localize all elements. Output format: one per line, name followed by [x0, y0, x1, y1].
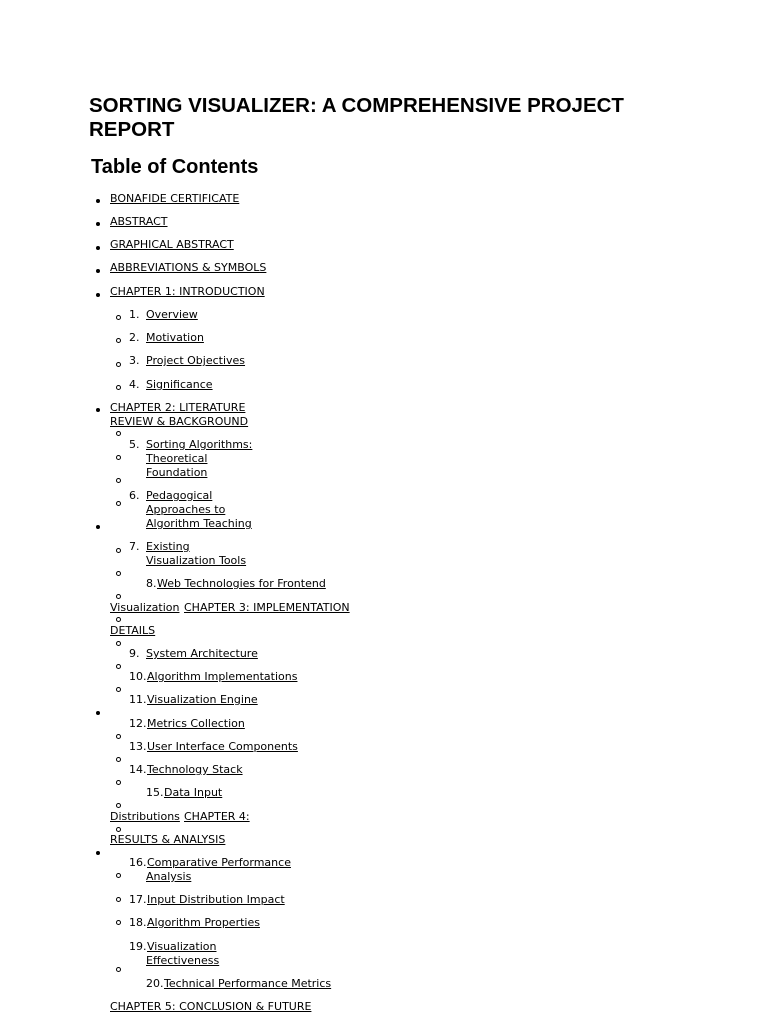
section-number: 10. [129, 670, 147, 683]
toc-heading: Table of Contents [91, 156, 259, 178]
toc-link-project-objectives[interactable]: Project Objectives [146, 354, 246, 367]
bullet-circle [116, 873, 121, 878]
toc-link-chapter-5[interactable]: CHAPTER 5: CONCLUSION & FUTURE [110, 1000, 312, 1013]
section-number: 8. [146, 577, 157, 590]
toc-link-sorting-algorithms-cont[interactable]: Theoretical [146, 452, 208, 465]
bullet-circle [116, 920, 121, 925]
section-number: 5. [129, 438, 140, 451]
bullet-circle [116, 897, 121, 902]
toc-link-chapter-2[interactable]: CHAPTER 2: LITERATURE [110, 401, 246, 414]
section-number: 17. [129, 893, 147, 906]
bullet-circle [116, 571, 121, 576]
toc-link-ui-components[interactable]: User Interface Components [147, 740, 298, 753]
toc-link-data-input-cont[interactable]: Distributions [110, 810, 180, 823]
bullet-circle [116, 594, 121, 599]
toc-link-overview[interactable]: Overview [146, 308, 198, 321]
toc-link-pedagogical-approaches[interactable]: Pedagogical [146, 489, 213, 502]
bullet-disc [96, 269, 100, 273]
toc-link-system-architecture[interactable]: System Architecture [146, 647, 258, 660]
bullet-circle [116, 780, 121, 785]
bullet-circle [116, 431, 121, 436]
toc-link-data-input[interactable]: Data Input [164, 786, 223, 799]
bullet-circle [116, 803, 121, 808]
bullet-circle [116, 617, 121, 622]
toc-link-input-distribution-impact[interactable]: Input Distribution Impact [147, 893, 285, 906]
toc-link-pedagogical-approaches-cont[interactable]: Approaches to [146, 503, 226, 516]
toc-link-existing-tools[interactable]: Existing [146, 540, 190, 553]
toc-link-existing-tools-cont[interactable]: Visualization Tools [146, 554, 247, 567]
toc-link-sorting-algorithms-cont[interactable]: Foundation [146, 466, 208, 479]
section-number: 6. [129, 489, 140, 502]
toc-link-comparative-performance[interactable]: Comparative Performance [147, 856, 291, 869]
toc-link-web-technologies-cont[interactable]: Visualization [110, 601, 180, 614]
toc-link-abbreviations[interactable]: ABBREVIATIONS & SYMBOLS [110, 261, 267, 274]
section-number: 2. [129, 331, 140, 344]
bullet-disc [96, 293, 100, 297]
section-number: 19. [129, 940, 147, 953]
bullet-circle [116, 478, 121, 483]
section-number: 3. [129, 354, 140, 367]
toc-link-sorting-algorithms[interactable]: Sorting Algorithms: [146, 438, 253, 451]
bullet-circle [116, 455, 121, 460]
bullet-circle [116, 664, 121, 669]
toc-link-web-technologies[interactable]: Web Technologies for Frontend [157, 577, 326, 590]
toc-link-abstract[interactable]: ABSTRACT [110, 215, 168, 228]
bullet-disc [96, 851, 100, 855]
bullet-circle [116, 734, 121, 739]
bullet-circle [116, 315, 121, 320]
toc-link-chapter-4[interactable]: CHAPTER 4: [184, 810, 250, 823]
toc-link-comparative-performance-cont[interactable]: Analysis [146, 870, 192, 883]
toc-link-motivation[interactable]: Motivation [146, 331, 204, 344]
bullet-circle [116, 362, 121, 367]
toc-link-bonafide-certificate[interactable]: BONAFIDE CERTIFICATE [110, 192, 240, 205]
toc-link-chapter-4-cont[interactable]: RESULTS & ANALYSIS [110, 833, 226, 846]
bullet-circle [116, 687, 121, 692]
bullet-disc [96, 711, 100, 715]
bullet-circle [116, 967, 121, 972]
section-number: 20. [146, 977, 164, 990]
section-number: 9. [129, 647, 140, 660]
section-number: 12. [129, 717, 147, 730]
toc-link-graphical-abstract[interactable]: GRAPHICAL ABSTRACT [110, 238, 234, 251]
bullet-circle [116, 501, 121, 506]
bullet-circle [116, 548, 121, 553]
bullet-disc [96, 246, 100, 250]
toc-link-chapter-2-cont[interactable]: REVIEW & BACKGROUND [110, 415, 249, 428]
bullet-disc [96, 199, 100, 203]
document-title: SORTING VISUALIZER: A COMPREHENSIVE PROJECT REPORT [89, 94, 624, 141]
section-number: 15. [146, 786, 164, 799]
toc-link-chapter-3-cont[interactable]: DETAILS [110, 624, 156, 637]
section-number: 11. [129, 693, 147, 706]
bullet-circle [116, 757, 121, 762]
toc-link-visualization-effectiveness[interactable]: Visualization [147, 940, 217, 953]
toc-link-metrics-collection[interactable]: Metrics Collection [147, 717, 245, 730]
toc-link-algorithm-properties[interactable]: Algorithm Properties [147, 916, 260, 929]
toc-link-algorithm-implementations[interactable]: Algorithm Implementations [147, 670, 298, 683]
bullet-circle [116, 827, 121, 832]
toc-link-technology-stack[interactable]: Technology Stack [147, 763, 243, 776]
bullet-disc [96, 408, 100, 412]
toc-link-chapter-1[interactable]: CHAPTER 1: INTRODUCTION [110, 285, 265, 298]
bullet-disc [96, 222, 100, 226]
section-number: 13. [129, 740, 147, 753]
section-number: 18. [129, 916, 147, 929]
bullet-circle [116, 641, 121, 646]
toc-link-significance[interactable]: Significance [146, 378, 213, 391]
bullet-circle [116, 385, 121, 390]
bullet-disc [96, 525, 100, 529]
section-number: 7. [129, 540, 140, 553]
toc-link-visualization-effectiveness-cont[interactable]: Effectiveness [146, 954, 220, 967]
bullet-circle [116, 338, 121, 343]
section-number: 4. [129, 378, 140, 391]
toc-link-visualization-engine[interactable]: Visualization Engine [147, 693, 258, 706]
section-number: 16. [129, 856, 147, 869]
toc-link-technical-performance-metrics[interactable]: Technical Performance Metrics [164, 977, 332, 990]
section-number: 14. [129, 763, 147, 776]
toc-link-chapter-3[interactable]: CHAPTER 3: IMPLEMENTATION [184, 601, 350, 614]
section-number: 1. [129, 308, 140, 321]
toc-link-pedagogical-approaches-cont[interactable]: Algorithm Teaching [146, 517, 252, 530]
